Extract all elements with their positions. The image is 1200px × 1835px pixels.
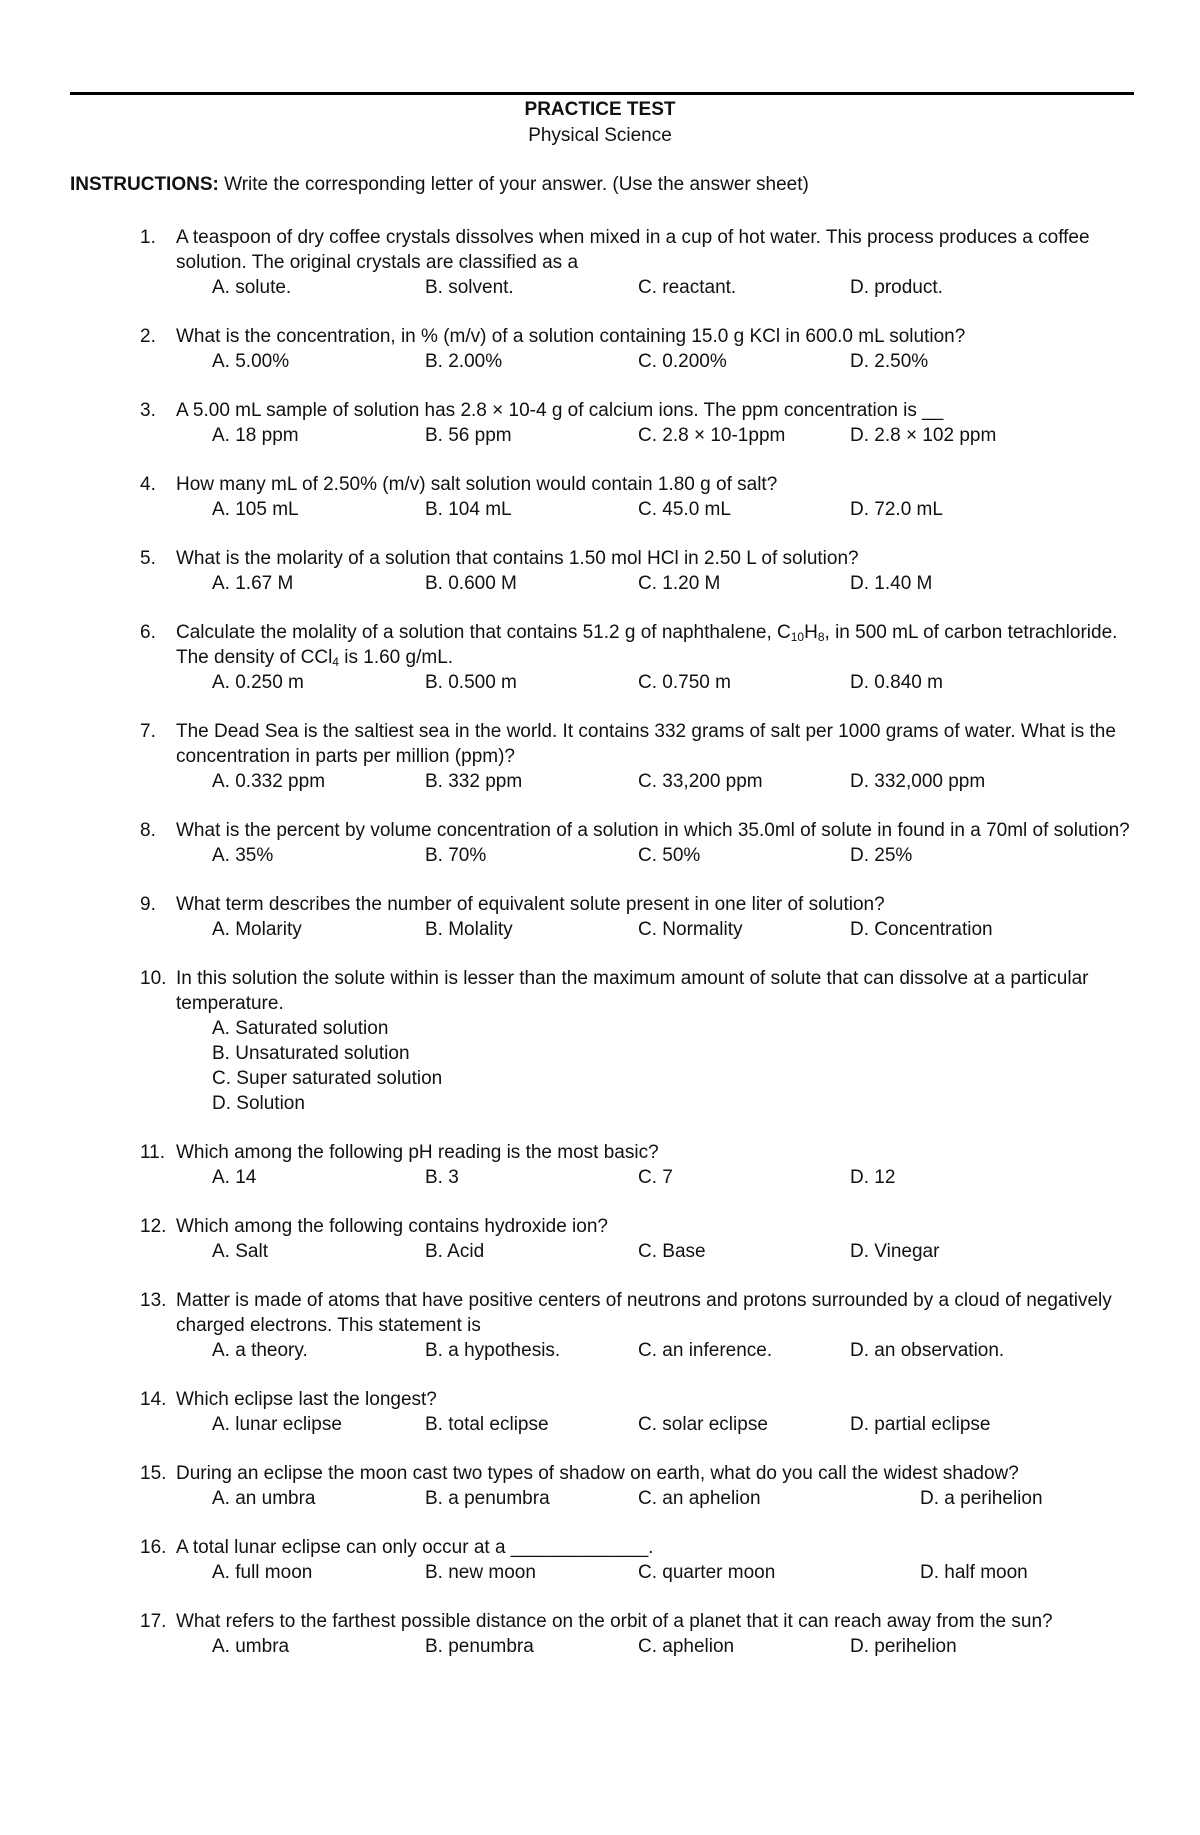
option-b: B. 3: [425, 1167, 459, 1188]
option-b: B. 332 ppm: [425, 771, 523, 792]
question-text: What is the percent by volume concentration of a solution in which 35.0ml of solute in found in a 70ml of solution?: [176, 820, 1130, 841]
option-c: C. an inference.: [638, 1340, 773, 1361]
page-subtitle: Physical Science: [528, 125, 672, 146]
question-number: 14.: [140, 1389, 167, 1410]
option-c: C. 45.0 mL: [638, 499, 731, 520]
option-b: B. penumbra: [425, 1636, 534, 1657]
answer-options: [212, 1016, 1200, 1116]
answer-options: [0, 275, 1200, 300]
instructions-label: INSTRUCTIONS:: [70, 174, 219, 195]
question-13: [0, 1288, 1200, 1363]
question-17: [0, 1609, 1200, 1659]
answer-options: [0, 1239, 1200, 1264]
option-b: B. solvent.: [425, 277, 514, 298]
top-rule: [70, 92, 1134, 95]
option-b: B. Molality: [425, 919, 513, 940]
option-a: A. Molarity: [212, 919, 302, 940]
option-a: A. Salt: [212, 1241, 268, 1262]
answer-options: [0, 843, 1200, 868]
question-number: 5.: [140, 548, 156, 569]
question-number: 6.: [140, 622, 156, 643]
question-2: [0, 324, 1200, 374]
option-d: D. 1.40 M: [850, 573, 933, 594]
option-c: C. reactant.: [638, 277, 737, 298]
option-d: D. 332,000 ppm: [850, 771, 986, 792]
option-b: B. 104 mL: [425, 499, 512, 520]
option-a: A. 0.250 m: [212, 672, 304, 693]
answer-options: [0, 1560, 1200, 1585]
option-c: C. Normality: [638, 919, 743, 940]
question-number: 15.: [140, 1463, 167, 1484]
option-c: C. 0.200%: [638, 351, 727, 372]
question-text: Which among the following pH reading is the most basic?: [176, 1142, 659, 1163]
option-d: D. Solution: [212, 1093, 305, 1114]
question-number: 1.: [140, 227, 156, 248]
option-a: A. 35%: [212, 845, 274, 866]
option-c: C. Super saturated solution: [212, 1068, 443, 1089]
answer-options: [0, 1634, 1200, 1659]
option-a: A. Saturated solution: [212, 1018, 389, 1039]
question-4: [0, 472, 1200, 522]
option-b: B. 0.500 m: [425, 672, 517, 693]
question-text: What refers to the farthest possible distance on the orbit of a planet that it can reach away from the sun?: [176, 1611, 1053, 1632]
question-15: [0, 1461, 1200, 1511]
option-a: A. 14: [212, 1167, 257, 1188]
option-c: C. 50%: [638, 845, 701, 866]
option-d: D. half moon: [920, 1562, 1028, 1583]
answer-options: [0, 917, 1200, 942]
option-d: D. 25%: [850, 845, 913, 866]
option-b: B. 2.00%: [425, 351, 503, 372]
question-5: [0, 546, 1200, 596]
option-c: C. aphelion: [638, 1636, 735, 1657]
question-10: [0, 966, 1200, 1116]
question-3: [0, 398, 1200, 448]
instructions: [70, 172, 809, 198]
question-number: 7.: [140, 721, 156, 742]
question-number: 10.: [140, 968, 167, 989]
option-a: A. umbra: [212, 1636, 290, 1657]
option-d: D. perihelion: [850, 1636, 957, 1657]
question-7: [0, 719, 1200, 794]
question-text: What is the concentration, in % (m/v) of a solution containing 15.0 g KCl in 600.0 mL solution?: [176, 326, 966, 347]
option-c: C. an aphelion: [638, 1488, 761, 1509]
option-a: A. 18 ppm: [212, 425, 299, 446]
option-d: D. an observation.: [850, 1340, 1005, 1361]
question-text: Calculate the molality of a solution that contains 51.2 g of naphthalene, $C_{10}H_8$, in 500 mL of carbon tetrachloride. The density of CCl$_4$ is 1.60 g/mL.: [176, 622, 1118, 669]
page-title: PRACTICE TEST: [524, 99, 676, 120]
option-a: A. an umbra: [212, 1488, 316, 1509]
option-d: D. Concentration: [850, 919, 993, 940]
answer-options: [0, 1165, 1200, 1190]
question-number: 13.: [140, 1290, 167, 1311]
option-b: B. total eclipse: [425, 1414, 549, 1435]
question-number: 4.: [140, 474, 156, 495]
document-header: [0, 97, 1200, 149]
option-d: D. 12: [850, 1167, 896, 1188]
option-b: B. Acid: [425, 1241, 485, 1262]
option-d: D. partial eclipse: [850, 1414, 991, 1435]
question-11: [0, 1140, 1200, 1190]
option-c: C. solar eclipse: [638, 1414, 768, 1435]
answer-options: [0, 769, 1200, 794]
question-1: [0, 225, 1200, 300]
question-list: [0, 225, 1200, 1683]
question-9: [0, 892, 1200, 942]
answer-options: [0, 497, 1200, 522]
option-a: A. 5.00%: [212, 351, 290, 372]
option-d: D. a perihelion: [920, 1488, 1043, 1509]
answer-options: [0, 1412, 1200, 1437]
instructions-text: Write the corresponding letter of your answer. (Use the answer sheet): [218, 174, 809, 195]
answer-options: [0, 349, 1200, 374]
option-b: B. a penumbra: [425, 1488, 550, 1509]
option-c: C. 0.750 m: [638, 672, 731, 693]
answer-options: [0, 1338, 1200, 1363]
option-d: D. 2.8 × 102 ppm: [850, 425, 997, 446]
option-a: A. 0.332 ppm: [212, 771, 326, 792]
option-b: B. a hypothesis.: [425, 1340, 561, 1361]
question-text: A total lunar eclipse can only occur at a _____________.: [176, 1537, 654, 1558]
option-a: A. 1.67 M: [212, 573, 294, 594]
question-number: 11.: [140, 1142, 166, 1163]
question-text: In this solution the solute within is lesser than the maximum amount of solute that can dissolve at a particular temperature.: [176, 968, 1089, 1014]
option-a: A. solute.: [212, 277, 292, 298]
question-text: Which among the following contains hydroxide ion?: [176, 1216, 608, 1237]
option-a: A. a theory.: [212, 1340, 308, 1361]
option-b: B. 0.600 M: [425, 573, 517, 594]
question-number: 2.: [140, 326, 156, 347]
question-text: Which eclipse last the longest?: [176, 1389, 437, 1410]
option-d: D. 72.0 mL: [850, 499, 943, 520]
question-text: A 5.00 mL sample of solution has 2.8 × 10-4 g of calcium ions. The ppm concentration is __: [176, 400, 944, 421]
option-a: A. full moon: [212, 1562, 313, 1583]
question-number: 9.: [140, 894, 156, 915]
question-text: The Dead Sea is the saltiest sea in the world. It contains 332 grams of salt per 1000 grams of water. What is the concentration in parts per million (ppm)?: [176, 721, 1116, 767]
option-d: D. 2.50%: [850, 351, 929, 372]
question-number: 12.: [140, 1216, 167, 1237]
answer-options: [0, 423, 1200, 448]
option-b: B. 56 ppm: [425, 425, 512, 446]
option-d: D. 0.840 m: [850, 672, 943, 693]
question-14: [0, 1387, 1200, 1437]
question-16: [0, 1535, 1200, 1585]
question-number: 17.: [140, 1611, 167, 1632]
answer-options: [0, 1486, 1200, 1511]
option-a: A. 105 mL: [212, 499, 299, 520]
option-d: D. product.: [850, 277, 943, 298]
question-8: [0, 818, 1200, 868]
question-number: 3.: [140, 400, 156, 421]
option-d: D. Vinegar: [850, 1241, 940, 1262]
question-number: 8.: [140, 820, 156, 841]
option-c: C. 7: [638, 1167, 673, 1188]
option-c: C. Base: [638, 1241, 706, 1262]
option-c: C. 33,200 ppm: [638, 771, 763, 792]
question-text: A teaspoon of dry coffee crystals dissolves when mixed in a cup of hot water. This process produces a coffee solution. The original crystals are classified as a: [176, 227, 1090, 273]
option-b: B. Unsaturated solution: [212, 1043, 410, 1064]
option-b: B. 70%: [425, 845, 487, 866]
option-c: C. quarter moon: [638, 1562, 776, 1583]
option-c: C. 1.20 M: [638, 573, 721, 594]
question-text: Matter is made of atoms that have positive centers of neutrons and protons surrounded by a cloud of negatively charged electrons. This statement is: [176, 1290, 1112, 1336]
option-a: A. lunar eclipse: [212, 1414, 342, 1435]
option-b: B. new moon: [425, 1562, 536, 1583]
question-text: During an eclipse the moon cast two types of shadow on earth, what do you call the widest shadow?: [176, 1463, 1019, 1484]
question-text: What is the molarity of a solution that contains 1.50 mol HCl in 2.50 L of solution?: [176, 548, 859, 569]
answer-options: [0, 670, 1200, 695]
answer-options: [0, 571, 1200, 596]
question-text: What term describes the number of equivalent solute present in one liter of solution?: [176, 894, 885, 915]
question-text: How many mL of 2.50% (m/v) salt solution would contain 1.80 g of salt?: [176, 474, 778, 495]
question-6: [0, 620, 1200, 695]
option-c: C. 2.8 × 10-1ppm: [638, 425, 786, 446]
question-number: 16.: [140, 1537, 167, 1558]
question-12: [0, 1214, 1200, 1264]
